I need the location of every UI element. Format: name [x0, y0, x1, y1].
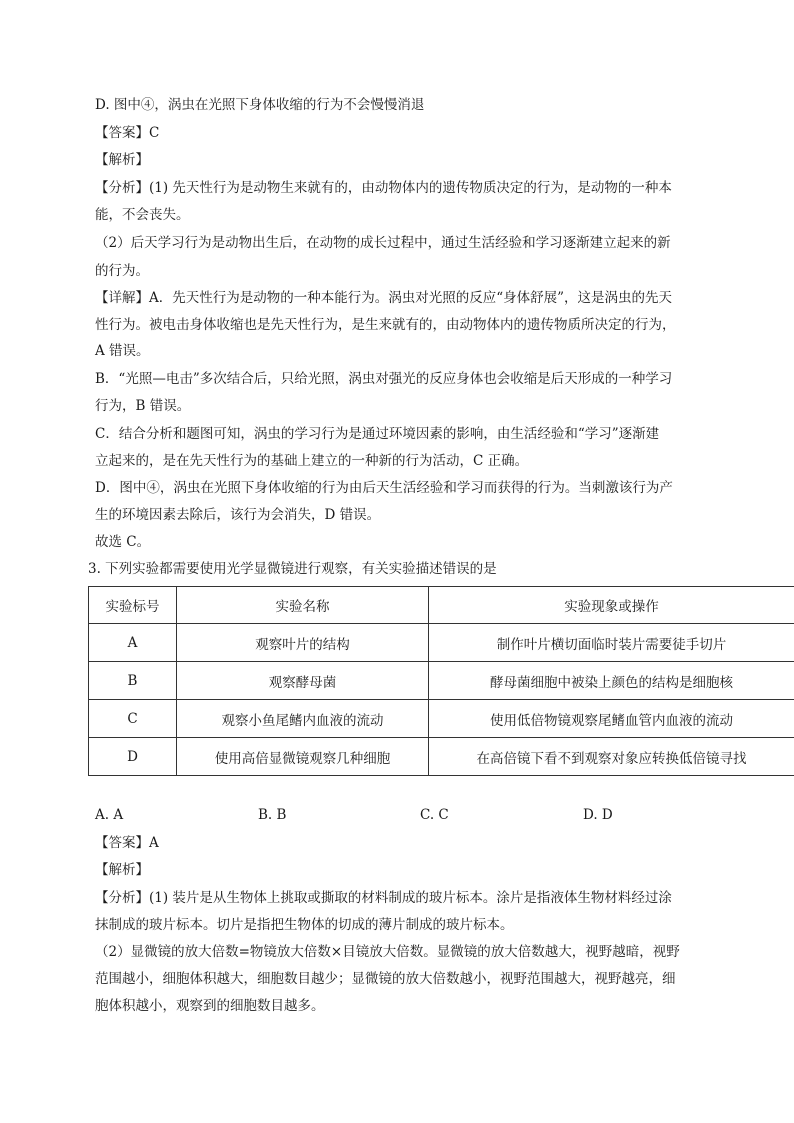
text-line: D．图中④，涡虫在光照下身体收缩的行为由后天生活经验和学习而获得的行为。当刺激该行为产 — [95, 480, 673, 496]
text-line: 故选 C。 — [95, 534, 151, 550]
option-a: A. A — [95, 807, 124, 823]
text-line: B．“光照—电击”多次结合后，只给光照，涡虫对强光的反应身体也会收缩是后天形成的一种学习 — [95, 371, 673, 387]
analysis-label: 【解析】 — [95, 862, 149, 878]
table-cell: 酵母菌细胞中被染上颜色的结构是细胞核 — [429, 662, 794, 700]
option-d: D. D — [583, 807, 613, 823]
analysis-label: 【解析】 — [95, 152, 149, 168]
text-line: 范围越小，细胞体积越大，细胞数目越少；显微镜的放大倍数越小，视野范围越大，视野越亮，细 — [95, 971, 676, 987]
text-line: C．结合分析和题图可知，涡虫的学习行为是通过环境因素的影响，由生活经验和“学习”逐渐建 — [95, 426, 660, 442]
text-line: 性行为。被电击身体收缩也是先天性行为，是生来就有的，由动物体内的遗传物质所决定的行为， — [95, 317, 676, 333]
table-row — [89, 662, 794, 700]
answer-label: 【答案】C — [95, 125, 160, 141]
table-row — [89, 700, 794, 738]
question-stem: 3. 下列实验都需要使用光学显微镜进行观察，有关实验描述错误的是 — [88, 561, 497, 577]
table-cell: 制作叶片横切面临时装片需要徒手切片 — [429, 624, 794, 662]
table-cell: D — [89, 738, 177, 776]
table-cell: 观察叶片的结构 — [177, 624, 429, 662]
table-cell: 观察小鱼尾鳍内血液的流动 — [177, 700, 429, 738]
table-row — [89, 624, 794, 662]
experiment-table — [88, 586, 794, 776]
text-line: D. 图中④，涡虫在光照下身体收缩的行为不会慢慢消退 — [95, 97, 425, 113]
table-cell: A — [89, 624, 177, 662]
table-header-row — [89, 587, 794, 624]
text-line: 胞体积越小，观察到的细胞数目越多。 — [95, 998, 325, 1014]
table-cell: 使用低倍物镜观察尾鳍血管内血液的流动 — [429, 700, 794, 738]
table-row — [89, 738, 794, 776]
option-c: C. C — [420, 807, 449, 823]
table-cell: 观察酵母菌 — [177, 662, 429, 700]
text-line: 抹制成的玻片标本。切片是指把生物体的切成的薄片制成的玻片标本。 — [95, 917, 514, 933]
text-line: （2）后天学习行为是动物出生后，在动物的成长过程中，通过生活经验和学习逐渐建立起来的新 — [95, 235, 671, 251]
text-line: 行为，B 错误。 — [95, 398, 191, 414]
table-cell: B — [89, 662, 177, 700]
text-line: 【分析】(1) 装片是从生物体上挑取或撕取的材料制成的玻片标本。涂片是指液体生物材料经过涂 — [95, 890, 672, 906]
option-b: B. B — [258, 807, 287, 823]
text-line: A 错误。 — [95, 343, 150, 359]
text-line: 立起来的，是在先天性行为的基础上建立的一种新的行为活动，C 正确。 — [95, 453, 529, 469]
text-line: 【详解】A．先天性行为是动物的一种本能行为。涡虫对光照的反应“身体舒展”，这是涡虫的先天 — [95, 290, 673, 306]
table-header-cell: 实验名称 — [177, 587, 429, 624]
table-cell: C — [89, 700, 177, 738]
table-header-cell: 实验标号 — [89, 587, 177, 624]
text-line: 生的环境因素去除后，该行为会消失，D 错误。 — [95, 507, 381, 523]
table-cell: 在高倍镜下看不到观察对象应转换低倍镜寻找 — [429, 738, 794, 776]
text-line: （2）显微镜的放大倍数=物镜放大倍数×目镜放大倍数。显微镜的放大倍数越大，视野越暗，视野 — [95, 944, 680, 960]
table-cell: 使用高倍显微镜观察几种细胞 — [177, 738, 429, 776]
text-line: 的行为。 — [95, 263, 149, 279]
table-header-cell: 实验现象或操作 — [429, 587, 794, 624]
answer-label: 【答案】A — [95, 835, 159, 851]
text-line: 能，不会丧失。 — [95, 207, 190, 223]
text-line: 【分析】(1) 先天性行为是动物生来就有的，由动物体内的遗传物质决定的行为，是动物的一种本 — [95, 180, 672, 196]
